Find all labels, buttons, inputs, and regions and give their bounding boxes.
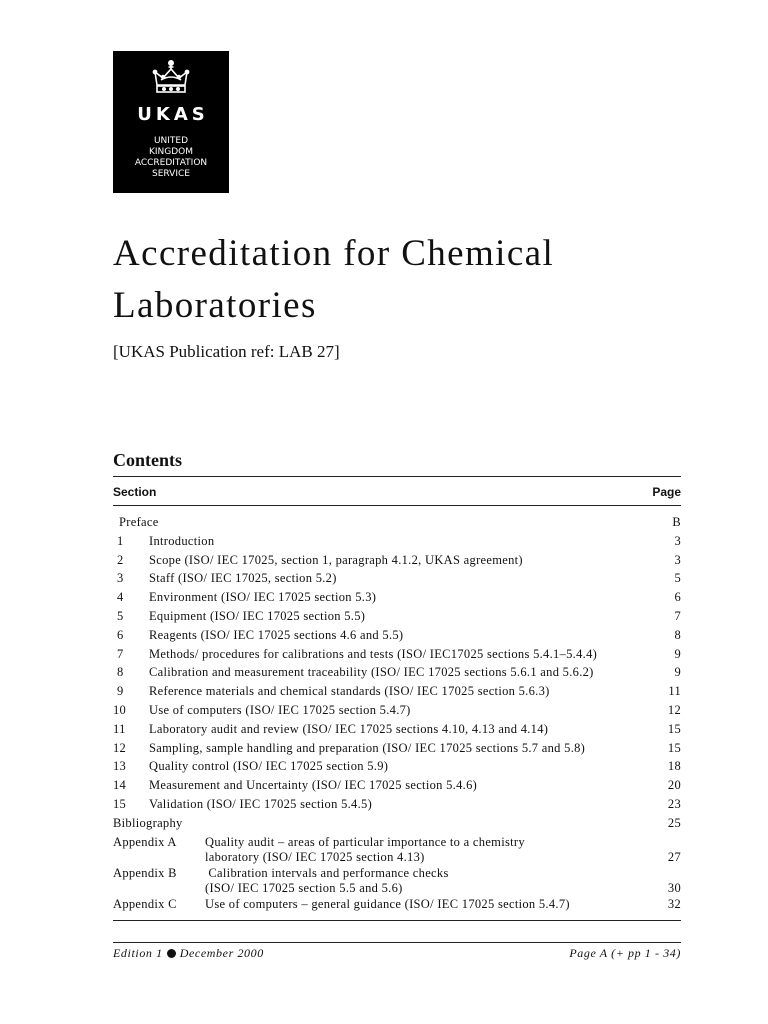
toc-page: 6 <box>674 590 681 605</box>
toc-title: Quality control (ISO/ IEC 17025 section 5.9) <box>149 759 389 774</box>
toc-row[interactable] <box>113 759 681 778</box>
toc-page: 3 <box>674 552 681 567</box>
section-column-header: Section <box>113 485 157 499</box>
title-line: Accreditation for Chemical <box>113 233 555 274</box>
logo-subtitle-line: UNITED <box>153 136 189 146</box>
toc-row[interactable] <box>113 722 681 741</box>
toc-title: Scope (ISO/ IEC 17025, section 1, paragraph 4.1.2, UKAS agreement) <box>149 552 523 567</box>
toc-title: Use of computers (ISO/ IEC 17025 section 5.4.7) <box>149 702 411 717</box>
toc-row-appendix-c[interactable] <box>113 897 681 915</box>
toc-title: Bibliography <box>113 815 183 830</box>
toc-number: 7 <box>117 646 124 661</box>
toc-page: B <box>672 515 681 529</box>
toc-row[interactable] <box>113 590 681 609</box>
toc-row-bibliography[interactable] <box>113 816 681 835</box>
logo-subtitle-line: SERVICE <box>152 169 190 179</box>
document-title <box>113 228 693 332</box>
toc-row[interactable] <box>113 553 681 572</box>
toc-title: Laboratory audit and review (ISO/ IEC 17025 sections 4.10, 4.13 and 4.14) <box>149 721 549 736</box>
toc-title: Reference materials and chemical standards (ISO/ IEC 17025 section 5.6.3) <box>149 684 550 699</box>
toc-title: Methods/ procedures for calibrations and tests (ISO/ IEC17025 sections 5.4.1–5.4.4) <box>149 646 598 661</box>
toc-number: 5 <box>117 608 124 623</box>
logo-brand: UKAS <box>137 104 209 125</box>
toc-row-appendix-a[interactable] <box>113 835 681 866</box>
toc-page: 15 <box>667 721 681 736</box>
toc-number: 8 <box>117 665 124 680</box>
footer-edition <box>113 946 264 961</box>
toc-page: 8 <box>674 627 681 642</box>
toc-title: Validation (ISO/ IEC 17025 section 5.4.5) <box>149 796 373 811</box>
toc-number: 9 <box>117 684 124 699</box>
divider <box>113 505 681 506</box>
logo-subtitle <box>113 136 229 180</box>
toc-number: 2 <box>117 552 124 567</box>
divider <box>113 476 681 477</box>
page-column-header: Page <box>652 485 681 499</box>
toc-title: Reagents (ISO/ IEC 17025 sections 4.6 and 5.5) <box>149 627 404 642</box>
toc-title: Preface <box>119 515 159 529</box>
toc-number: 15 <box>113 796 127 811</box>
toc-number: 1 <box>117 533 124 548</box>
toc-number: 14 <box>113 778 127 793</box>
appendix-title: Calibration intervals and performance checks <box>205 865 449 880</box>
toc-row[interactable] <box>113 647 681 666</box>
appendix-title-cont: laboratory (ISO/ IEC 17025 section 4.13) <box>205 849 425 864</box>
toc-row[interactable] <box>113 534 681 553</box>
bullet-icon <box>167 949 176 958</box>
contents-heading: Contents <box>113 450 183 470</box>
table-of-contents <box>113 515 681 915</box>
toc-row-preface[interactable] <box>113 515 681 534</box>
toc-title: Sampling, sample handling and preparation (ISO/ IEC 17025 sections 5.7 and 5.8) <box>149 740 586 755</box>
ukas-logo <box>113 51 229 193</box>
toc-page: 7 <box>674 608 681 623</box>
toc-page: 9 <box>674 646 681 661</box>
toc-row[interactable] <box>113 628 681 647</box>
toc-number: 10 <box>113 702 127 717</box>
toc-page: 23 <box>667 796 681 811</box>
toc-page: 20 <box>667 778 681 793</box>
toc-row[interactable] <box>113 665 681 684</box>
logo-subtitle-line: KINGDOM <box>148 147 194 157</box>
appendix-title: Quality audit – areas of particular importance to a chemistry <box>205 834 525 849</box>
toc-page: 5 <box>674 571 681 586</box>
toc-title: Measurement and Uncertainty (ISO/ IEC 17025 section 5.4.6) <box>149 778 478 793</box>
logo-subtitle-line: ACCREDITATION <box>134 158 208 168</box>
toc-row[interactable] <box>113 741 681 760</box>
appendix-label: Appendix C <box>113 896 177 911</box>
toc-title: Equipment (ISO/ IEC 17025 section 5.5) <box>149 608 366 623</box>
title-line: Laboratories <box>113 285 317 326</box>
toc-page: 30 <box>667 880 681 895</box>
toc-number: 11 <box>113 721 126 736</box>
toc-title: Staff (ISO/ IEC 17025, section 5.2) <box>149 571 337 586</box>
toc-page: 12 <box>667 702 681 717</box>
toc-row-appendix-b[interactable] <box>113 866 681 897</box>
toc-page: 15 <box>667 740 681 755</box>
footer-page: Page A (+ pp 1 - 34) <box>569 946 681 960</box>
edition-date: December 2000 <box>179 946 264 960</box>
toc-row[interactable] <box>113 571 681 590</box>
toc-page: 3 <box>674 533 681 548</box>
toc-number: 3 <box>117 571 124 586</box>
toc-number: 13 <box>113 759 127 774</box>
toc-row[interactable] <box>113 797 681 816</box>
toc-title: Environment (ISO/ IEC 17025 section 5.3) <box>149 590 377 605</box>
appendix-label: Appendix A <box>113 834 177 849</box>
toc-number: 12 <box>113 740 127 755</box>
toc-page: 11 <box>668 684 681 699</box>
toc-number: 4 <box>117 590 124 605</box>
toc-page: 18 <box>667 759 681 774</box>
toc-number: 6 <box>117 627 124 642</box>
divider <box>113 920 681 921</box>
toc-title: Introduction <box>149 533 215 548</box>
publication-ref: [UKAS Publication ref: LAB 27] <box>113 342 340 361</box>
footer-rule <box>113 942 681 943</box>
toc-row[interactable] <box>113 684 681 703</box>
toc-page: 25 <box>667 815 681 830</box>
appendix-title: Use of computers – general guidance (ISO/ IEC 17025 section 5.4.7) <box>205 896 570 911</box>
toc-page: 27 <box>667 849 681 864</box>
appendix-title-cont: (ISO/ IEC 17025 section 5.5 and 5.6) <box>205 880 403 895</box>
edition-text: Edition 1 <box>113 946 163 960</box>
toc-row[interactable] <box>113 703 681 722</box>
toc-row[interactable] <box>113 778 681 797</box>
appendix-label: Appendix B <box>113 865 177 880</box>
crown-icon <box>151 59 191 99</box>
toc-row[interactable] <box>113 609 681 628</box>
toc-title: Calibration and measurement traceability (ISO/ IEC 17025 sections 5.6.1 and 5.6.2) <box>149 665 594 680</box>
toc-page: 32 <box>667 896 681 911</box>
toc-page: 9 <box>674 665 681 680</box>
